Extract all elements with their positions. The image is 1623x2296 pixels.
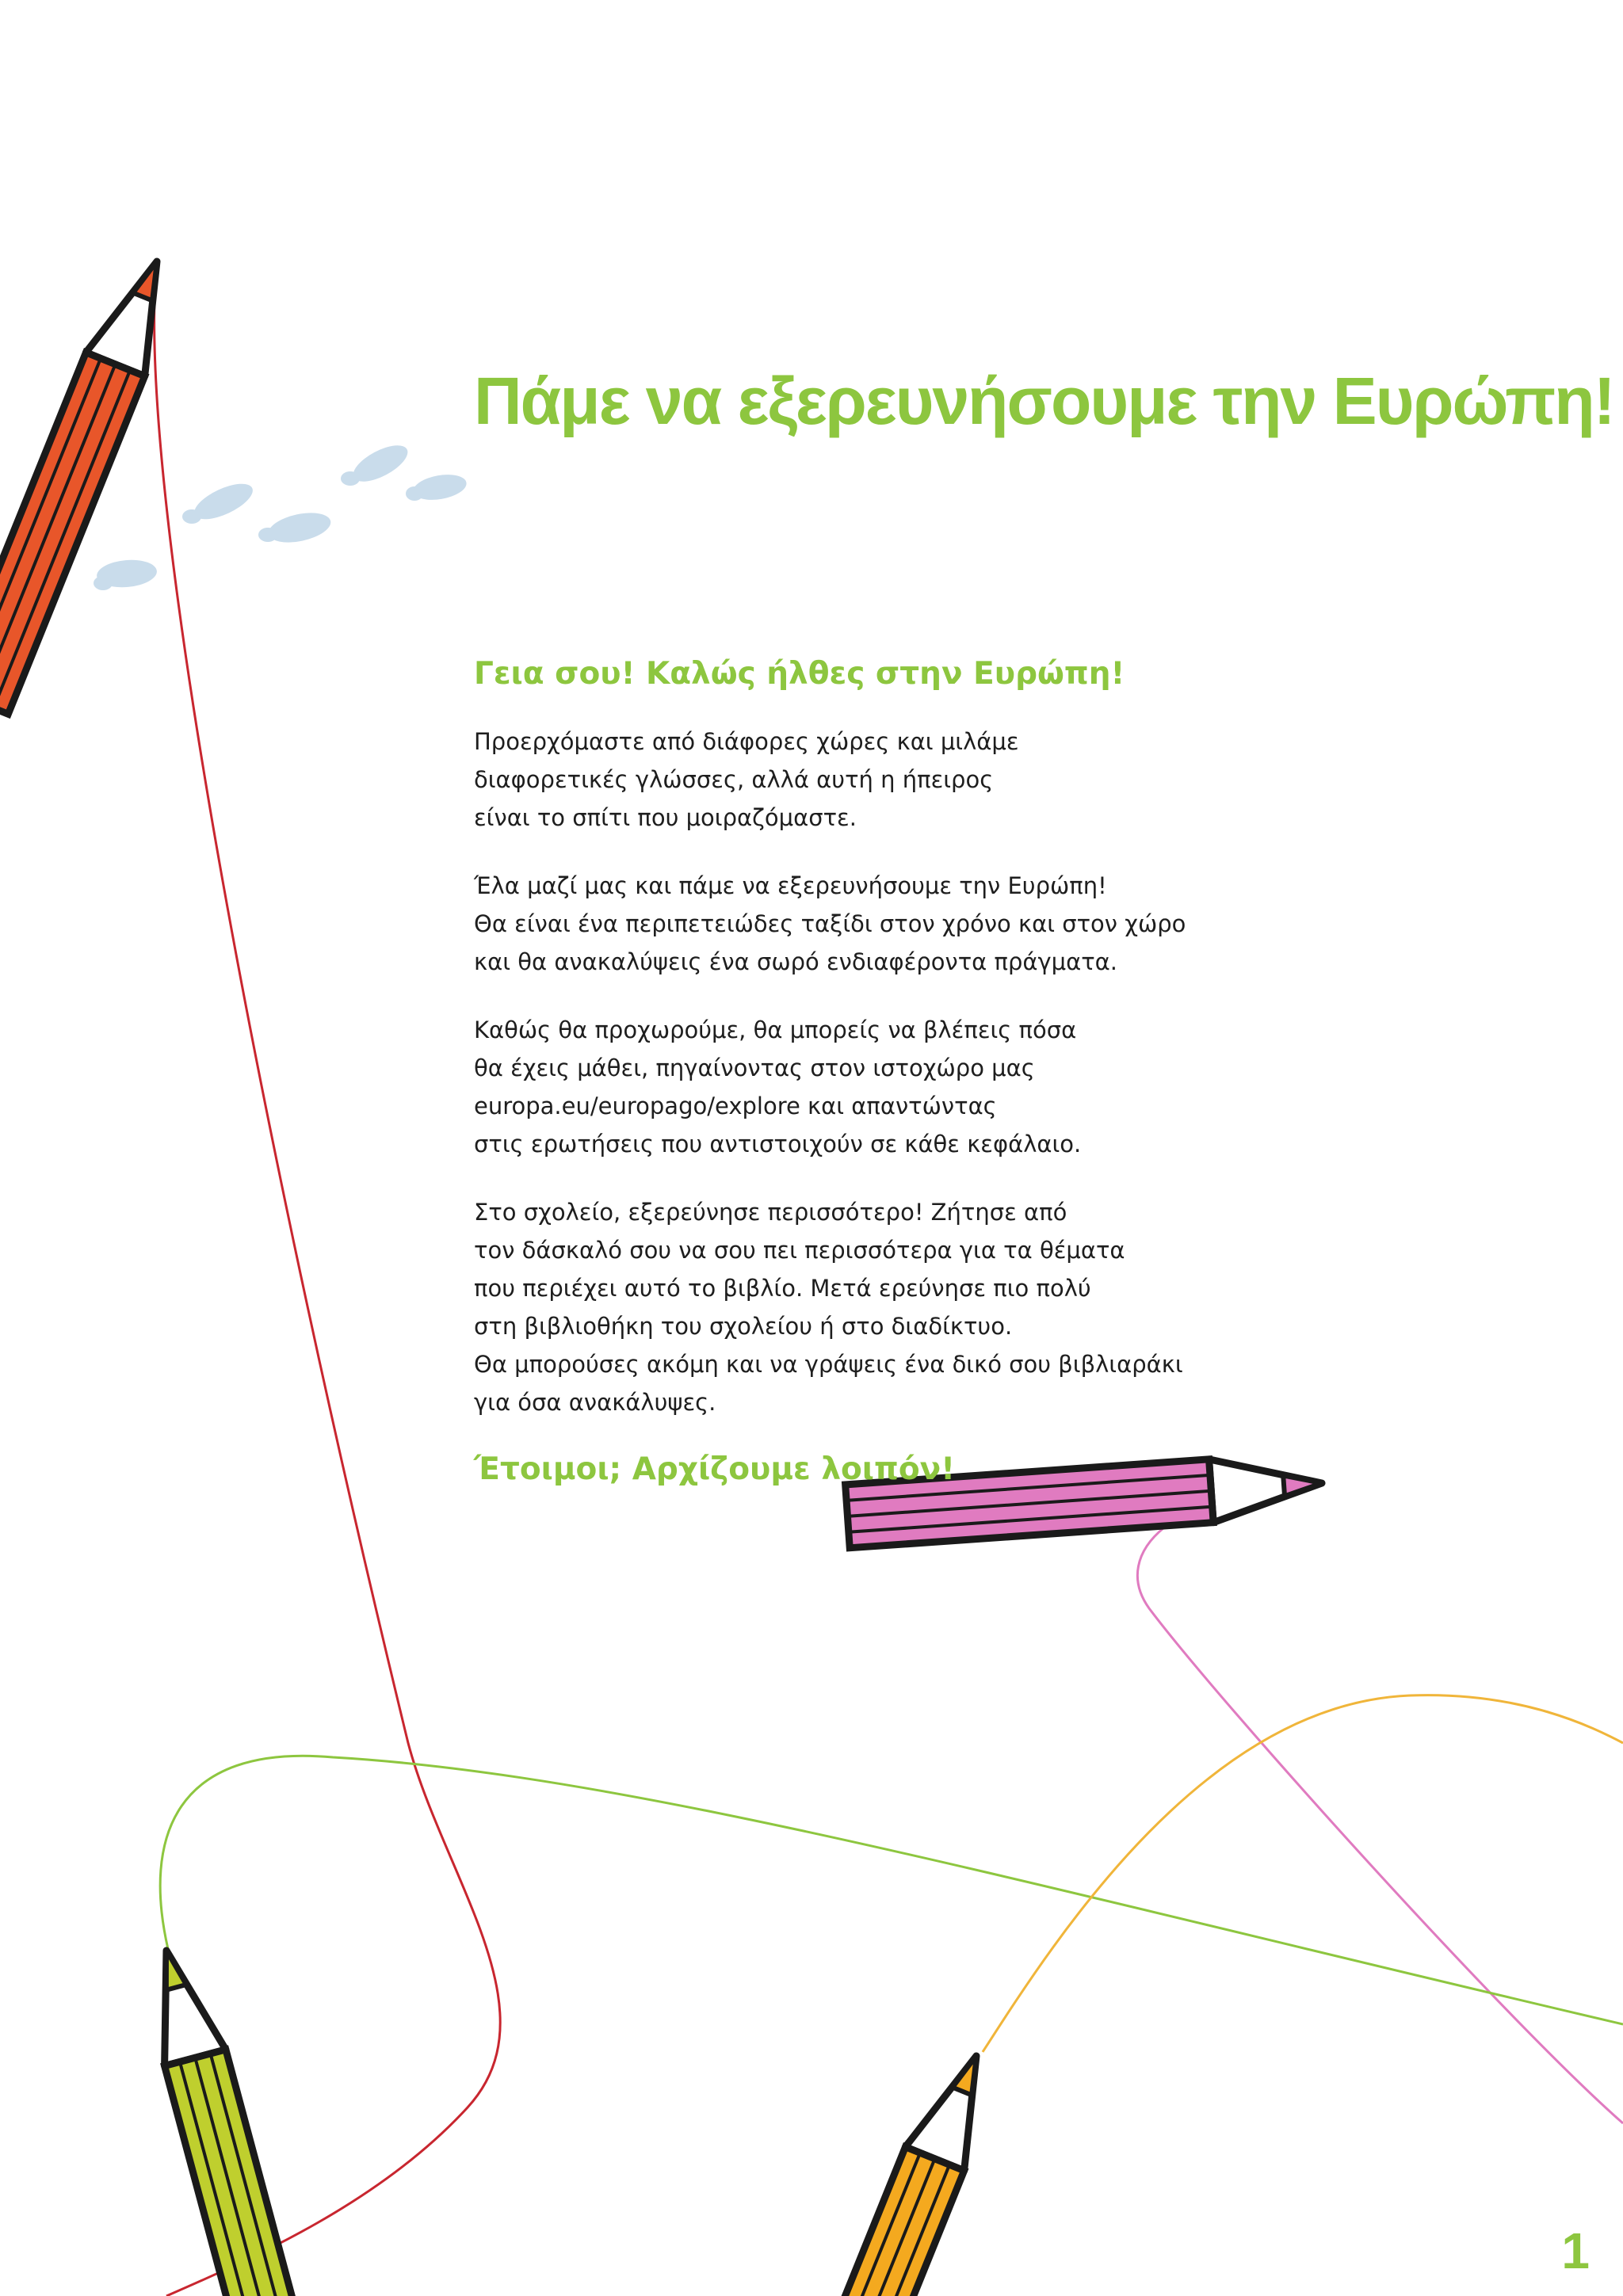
text-line: Θα είναι ένα περιπετειώδες ταξίδι στον χρόνο και στον χώρο xyxy=(474,910,1186,937)
text-line: Καθώς θα προχωρούμε, θα μπορείς να βλέπεις πόσα xyxy=(474,1016,1077,1043)
closing-heading: Έτοιμοι; Αρχίζουμε λοιπόν! xyxy=(474,1451,955,1487)
paragraph xyxy=(474,1193,1187,1421)
text-line: Στο σχολείο, εξερεύνησε περισσότερο! Ζήτησε από xyxy=(474,1199,1067,1226)
intro-text xyxy=(474,650,1187,1494)
text-line: Θα μπορούσες ακόμη και να γράψεις ένα δικό σου βιβλιαράκι xyxy=(474,1351,1183,1378)
text-line: που περιέχει αυτό το βιβλίο. Μετά ερεύνησε πιο πολύ xyxy=(474,1275,1091,1302)
page-title: Πάμε να εξερευνήσουμε την Ευρώπη! xyxy=(474,364,1614,438)
text-line: στη βιβλιοθήκη του σχολείου ή στο διαδίκτυο. xyxy=(474,1313,1013,1340)
text-line: και θα ανακαλύψεις ένα σωρό ενδιαφέροντα πράγματα. xyxy=(474,948,1117,975)
text-line: είναι το σπίτι που μοιραζόμαστε. xyxy=(474,804,857,831)
green-pencil-line xyxy=(160,1756,1623,2024)
yellow-pencil-line xyxy=(983,1695,1623,2052)
text-line: τον δάσκαλό σου να σου πει περισσότερα για τα θέματα xyxy=(474,1237,1125,1264)
pink-pencil-line xyxy=(1137,1483,1623,2123)
text-line: Προερχόμαστε από διάφορες χώρες και μιλάμε xyxy=(474,728,1019,755)
text-line: για όσα ανακάλυψες. xyxy=(474,1389,716,1416)
paragraph xyxy=(474,1011,1187,1163)
red-pencil-line xyxy=(155,260,501,2296)
text-line: Έλα μαζί μας και πάμε να εξερευνήσουμε την Ευρώπη! xyxy=(474,872,1107,899)
paragraph xyxy=(474,723,1187,837)
paragraph xyxy=(474,867,1187,981)
greeting-heading: Γεια σου! Καλώς ήλθες στην Ευρώπη! xyxy=(474,656,1125,692)
orange-yellow-pencil-icon xyxy=(769,2044,1006,2296)
text-line: διαφορετικές γλώσσες, αλλά αυτή η ήπειρος xyxy=(474,766,994,793)
text-line: στις ερωτήσεις που αντιστοιχούν σε κάθε κεφάλαιο. xyxy=(474,1131,1082,1158)
page-number: 1 xyxy=(1561,2222,1590,2279)
orange-pencil-icon xyxy=(0,250,186,714)
text-line: europa.eu/europago/explore και απαντώντας xyxy=(474,1093,997,1119)
text-line: θα έχεις μάθει, πηγαίνοντας στον ιστοχώρο μας xyxy=(474,1055,1035,1081)
yellow-green-pencil-icon xyxy=(136,1943,320,2296)
